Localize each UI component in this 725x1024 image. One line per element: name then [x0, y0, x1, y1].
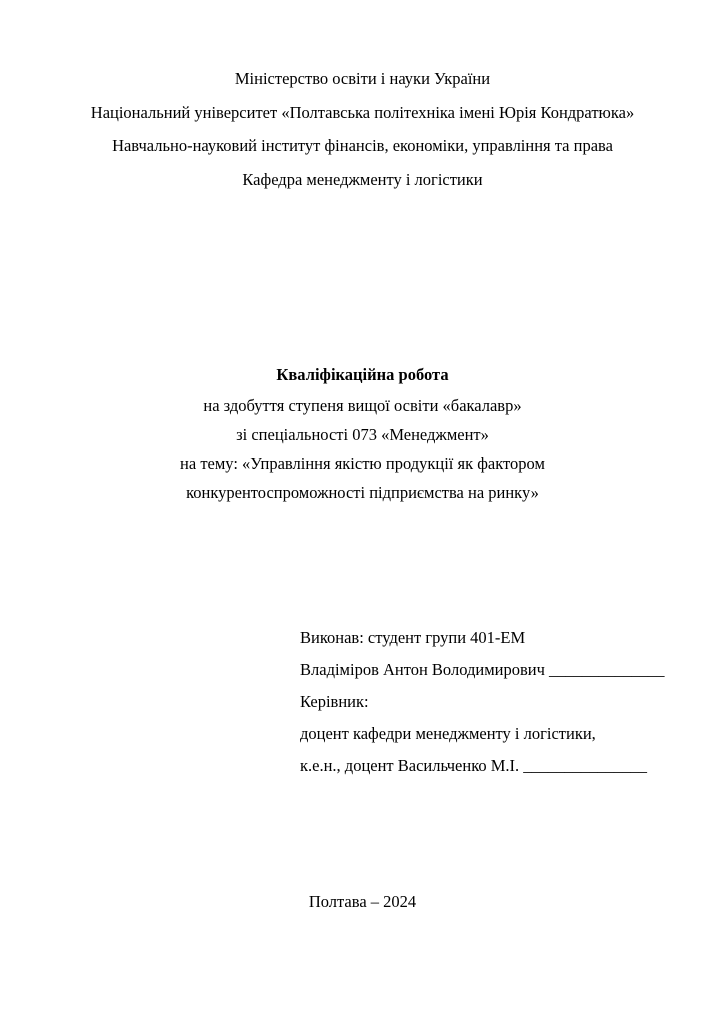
topic-line-1: на тему: «Управління якістю продукції як фактором — [180, 454, 545, 473]
supervisor-name-line: к.е.н., доцент Васильченко М.І. _______________ — [300, 756, 648, 775]
city-year-line: Полтава – 2024 — [308, 892, 417, 911]
executor-line: Виконав: студент групи 401-ЕМ — [300, 628, 526, 647]
supervisor-position-line: доцент кафедри менеджменту і логістики, — [300, 724, 596, 743]
department-line: Кафедра менеджменту і логістики — [242, 169, 483, 189]
supervisor-label-line: Керівник: — [300, 692, 369, 711]
work-title: Кваліфікаційна робота — [276, 365, 449, 384]
header-block — [0, 62, 725, 196]
university-line: Національний університет «Полтавська політехніка імені Юрія Кондратюка» — [90, 102, 635, 122]
specialty-line: зі спеціальності 073 «Менеджмент» — [236, 425, 489, 444]
institute-line: Навчально-науковий інститут фінансів, економіки, управління та права — [112, 136, 613, 155]
topic-line-2: конкурентоспроможності підприємства на ринку» — [186, 483, 539, 502]
signature-block — [300, 622, 700, 782]
degree-line: на здобуття ступеня вищої освіти «бакалавр» — [203, 396, 522, 415]
student-name-line: Владіміров Антон Володимирович ______________ — [300, 660, 665, 679]
title-block — [0, 358, 725, 507]
ministry-line: Міністерство освіти і науки України — [234, 69, 491, 88]
